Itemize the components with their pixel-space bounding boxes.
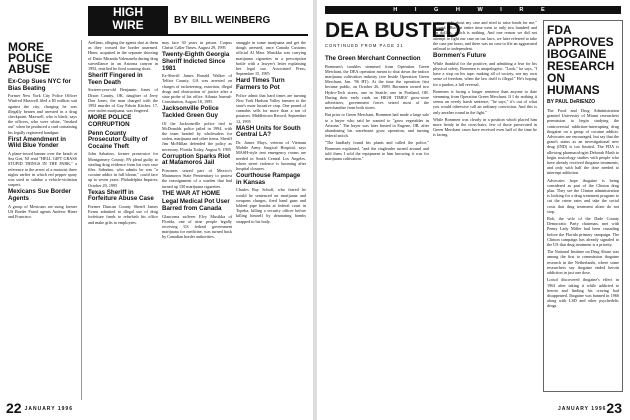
story-headline: MASH Units for South Central LA? [236, 124, 301, 139]
issue-date-right: JANUARY 1996 [558, 406, 607, 413]
masthead-rule [88, 34, 308, 36]
fda-paragraph: The Food and Drug Administration granted University of Miami researchers permission to begin studying the controversial addiction-interrupting drug ibogaine on a group of cocaine addicts. Advocates are encouraged, but say that the grant's status as an investigational new drug (IND) is too limited. The FDA is allowing pharmacologist Deborah Mash to begin toxicology studies with people who have already received ibogaine treatments, and only with half the dose needed to interrupt addiction. [547, 108, 619, 176]
story-body: A group of Mexicans are suing former US Border Patrol agents Andrew Hiner and Francisco [8, 203, 77, 220]
story-body: may face 30 years in prison. Corpus Christi Caller Times, August 29, 1995 [162, 40, 232, 51]
issue-date: JANUARY 1996 [24, 406, 73, 413]
article-column-b [433, 20, 537, 394]
story-headline: Mexicans Sue Border Agents [8, 188, 71, 203]
story-body: "The landlady found his plants and called the police," Bornmen explained, "and the ringleader turned around and told them I sold the equipment to him knowing it was for marijuana cultivation." [325, 140, 429, 162]
fda-paragraph: The National Institute on Drug Abuse was among the first to commission ibogaine research in the Netherlands, where some researchers say ibogaine ended heroin addiction in just one dose. [547, 249, 619, 276]
high-wire-masthead [88, 6, 308, 34]
story-headline: First Amendment in Wild Blue Yonder [8, 135, 66, 150]
story-headline: Hard Times Turn Farmers to Pot [236, 77, 285, 92]
byline: BY BILL WEINBERG [174, 15, 271, 26]
story-body: Charles Ray Schuff, who feared he would be sentenced on marijuana and weapons charges, fired hand guns and lobbed pipe bombs at federal court in Topeka, killing a security officer before killing himself by detonating bombs strapped to his body. [236, 187, 306, 224]
story-body: John Sabatino, former prosecutor for Montgomery County, PA plead guilty to stealing drug evidence from his own case files. Sabatino, who admits he was "a cocaine addict in full bloom," could face up to seven years. Philadelphia Inquirer, October 20, 1995 [88, 151, 158, 188]
story-body: Police admit that hard times are turning New York Hudson Valley farmers to the state's most lucrative crop. One pound of cannabis sells for more than a ton of potatoes. Middletown Record, September 12, 1995 [236, 92, 306, 124]
story-headline: THE WAR AT HOME [162, 189, 221, 197]
story-body: Sixteen-year-old Benjamin Jones of Dixon County, OK, daughter of Jerry Don Jones, the man charged with the 1992 murder of Gay Edwin Kitcher, 17, over stolen marijuana, was fingered. [88, 87, 158, 114]
story-body: A plane-towed banner over the beach at Sea Girt, NJ read "HELL GIFT GRASS STUPID THINGS IN THE PARK," a reference to the arrest of a motorist three nights earlier in which red pepper spray was used to subdue a vehicle-violation suspect. [8, 151, 77, 188]
story-headline: Penn County Prosecutor Guilty of Cocaine Theft [88, 129, 148, 150]
right-folio [555, 400, 622, 416]
page-number-right: 23 [606, 400, 622, 416]
story-headline: The Green Merchant Connection [325, 55, 421, 62]
headline: DEA BUSTED [325, 20, 461, 42]
fda-paragraph: Lotsof discovered ibogaine's effect in 1962 after taking it while addicted to heroin and finding his craving had disappeared. Ibogaine was banned in 1966 along with LSD and other psychedelic drugs. [547, 277, 619, 309]
story-body: Bornmen is facing a longer sentence than anyone to date stemming from Operation Green Merchant. If I do nothing it seems an overly harsh sentence, "he says," it's out of what you would otherwise call an ordinary conviction. And this is only another round in the fight." [433, 88, 537, 115]
story-body: Dr. James Mays, veteran of Vietnam Mobile Army Surgical Hospital, says MASH-style tent emergency rooms are needed in South Central Los Angeles, where street violence is booming after hospital closures. [236, 140, 306, 172]
right-page [317, 0, 630, 420]
story-headline: Sheriff Fingered in Teen Death [88, 72, 143, 86]
fda-byline: BY PAUL DeRIENZO [547, 99, 596, 105]
story-body: Prisoners seized part of Mexico's Matamoros State Penitentiary to protest the reassignment of a warden that had turned up 150 marijuana cigarettes. [162, 168, 232, 189]
story-headline: Courthouse Rampage in Kansas [236, 172, 301, 186]
story-body: Former Duncan County Sheriff James Evans admitted to illegal use of drug forfeiture funds to refurbish his office and make gifts to employees. [88, 204, 158, 225]
high-wire-logo [88, 6, 168, 34]
story-headline: Ex-Cop Sues NYC for Bias Beating [8, 78, 71, 92]
sidebar-more-police-abuse [8, 40, 82, 400]
article-column-2 [88, 40, 158, 398]
page-number: 22 [6, 400, 22, 416]
fda-headline: FDA APPROVES IBOGAINE RESEARCH ON HUMANS [547, 23, 615, 97]
story-headline: Texas Sheriff in Forfeiture Abuse Case [88, 188, 154, 203]
left-page [0, 0, 313, 420]
story-headline: Corruption Sparks Riot at Matamoros Jail [162, 152, 231, 167]
fda-paragraph: Bob, the wife of the Dade County Democratic Party chairman, met with Penny Lady Miller had been crusading before the Florida primary campaign. The Clinton campaign has already signaled to the US that drug treatment is a priority. [547, 216, 619, 248]
story-body: some article about my case and tried to raise funds for me," he said. "But the entire time went to only two hundred and ten dollars, which is nothing. And one reason we did not attempt to fight our case on tax laws, we later referred to take the case pro bono, and there was no case to file an aggravated railroad to independent. [433, 20, 537, 52]
article-column-a [325, 54, 429, 394]
story-headline: Legal Medical Pot User Barred from Canada [162, 198, 230, 212]
logo-word-wire: WIRE [112, 18, 144, 32]
sidebar-title: MORE POLICE ABUSE [8, 40, 53, 76]
story-headline: Jacksonville Police Tackled Green Guy [162, 105, 219, 119]
fda-paragraph: Advocates hope ibogaine is being considered as part of the Clinton drug plan. They see the Clinton administration is looking for a drug treatment program to cut the crime rates and take the social costs that drug treatment alone do not stop. [547, 177, 619, 214]
story-body: Arellano, alleging the agents shot at them as they crossed the border unarmed. Hiner, acquitted in the separate shooting of Dario Miranda Valenzuela during drug surveillance in an Arizona canyon in 1992, testified he fired warning shots. [88, 40, 158, 72]
story-body: Former New York City Police Officer Winfred Maxwell filed a $5 million suit against the city, charging he was illegally beaten and arrested in a drug checkpoint. Maxwell, who is black, says the officers, who were white, "freaked out" when he produced a card containing his legally registered handgun. [8, 93, 77, 135]
story-headline: Twenty-Eighth Georgia Sheriff Indicted Since 1981 [162, 51, 230, 72]
fda-ibogaine-sidebar [543, 20, 623, 392]
story-body: Glaucoma sufferer Elvy Musikka of Florida, one of nine people legally receiving US federal government marijuana for medicine, was turned back by Canadian border authorities. [162, 213, 232, 240]
continued-from: CONTINUED FROM PAGE 21 [325, 43, 404, 48]
story-headline: MORE POLICE CORRUPTION [88, 114, 132, 129]
article-column-4 [236, 40, 306, 398]
section-banner: H I G H W I R E [325, 6, 621, 14]
story-body: Ex-Sheriff James Ronald Walker of Telfair County, GA was arrested on charges of racketeering, extortion, illegal drugs and obstruction of justice after a state probe of his office. Atlanta Journal-Constitution, August 18, 1995 [162, 73, 232, 105]
story-body: smuggle in some marijuana and get the dough arrested, once Canada Customs official Al Marr. Musikka was carrying marijuana cigarettes in a prescription bottle with a lawyer's letter explaining her legal use. Associated Press, September 15, 1995 [236, 40, 306, 77]
story-headline: Bornmen's Future [433, 52, 487, 60]
story-body: While thankful for the positive, and admitting a fear for his physical safety, Bornmen is unapologetic. "Look," he says, "I have a stop on his tape: making all of society, nor my own sense of freedom, when the law itself is illegal." He's hoping for a pardon, a full reversal. [433, 60, 537, 87]
left-folio [6, 400, 73, 416]
story-body: Of the Jacksonville police tied to McDonalds police jailed in 1994, with the team headed by wholesalers for stolen, marijuana and other items. Sheriff Jim McMillan defended the policy as necessary. Florida Today, August 9, 1995 [162, 120, 232, 152]
article-column-3 [162, 40, 232, 398]
story-body: But prior to Green Merchant, Bornmen had made a large sale to a buyer who said he wanted to "grow vegetables in Arizona." The buyer was later busted in Eugene, OR, after abandoning his warehouse grow operation, and turning federal snitch. [325, 112, 429, 139]
story-body: While Bornmen was clearly in a position which placed him more firmly in the cross-hairs, few of those prosecuted in Green Merchant cases have received even half of the time he is facing. [433, 116, 537, 138]
story-body: Bornmen's troubles stemmed from Operation Green Merchant, the DEA operation meant to shut down the indoor marijuana cultivation industry (see Inside Operation Green Merchant, Jan. '96 HT). At the time the operation first became public, on October 26, 1989, Bornmen owned two Hydro-Tech stores, one in Seattle, one in Portland, OR. During their early raids on HIGH TIMES' grow-store advertisers, government forces seized most of the merchandise from both stores. [325, 63, 429, 111]
logo-word-high: HIGH [113, 5, 143, 19]
